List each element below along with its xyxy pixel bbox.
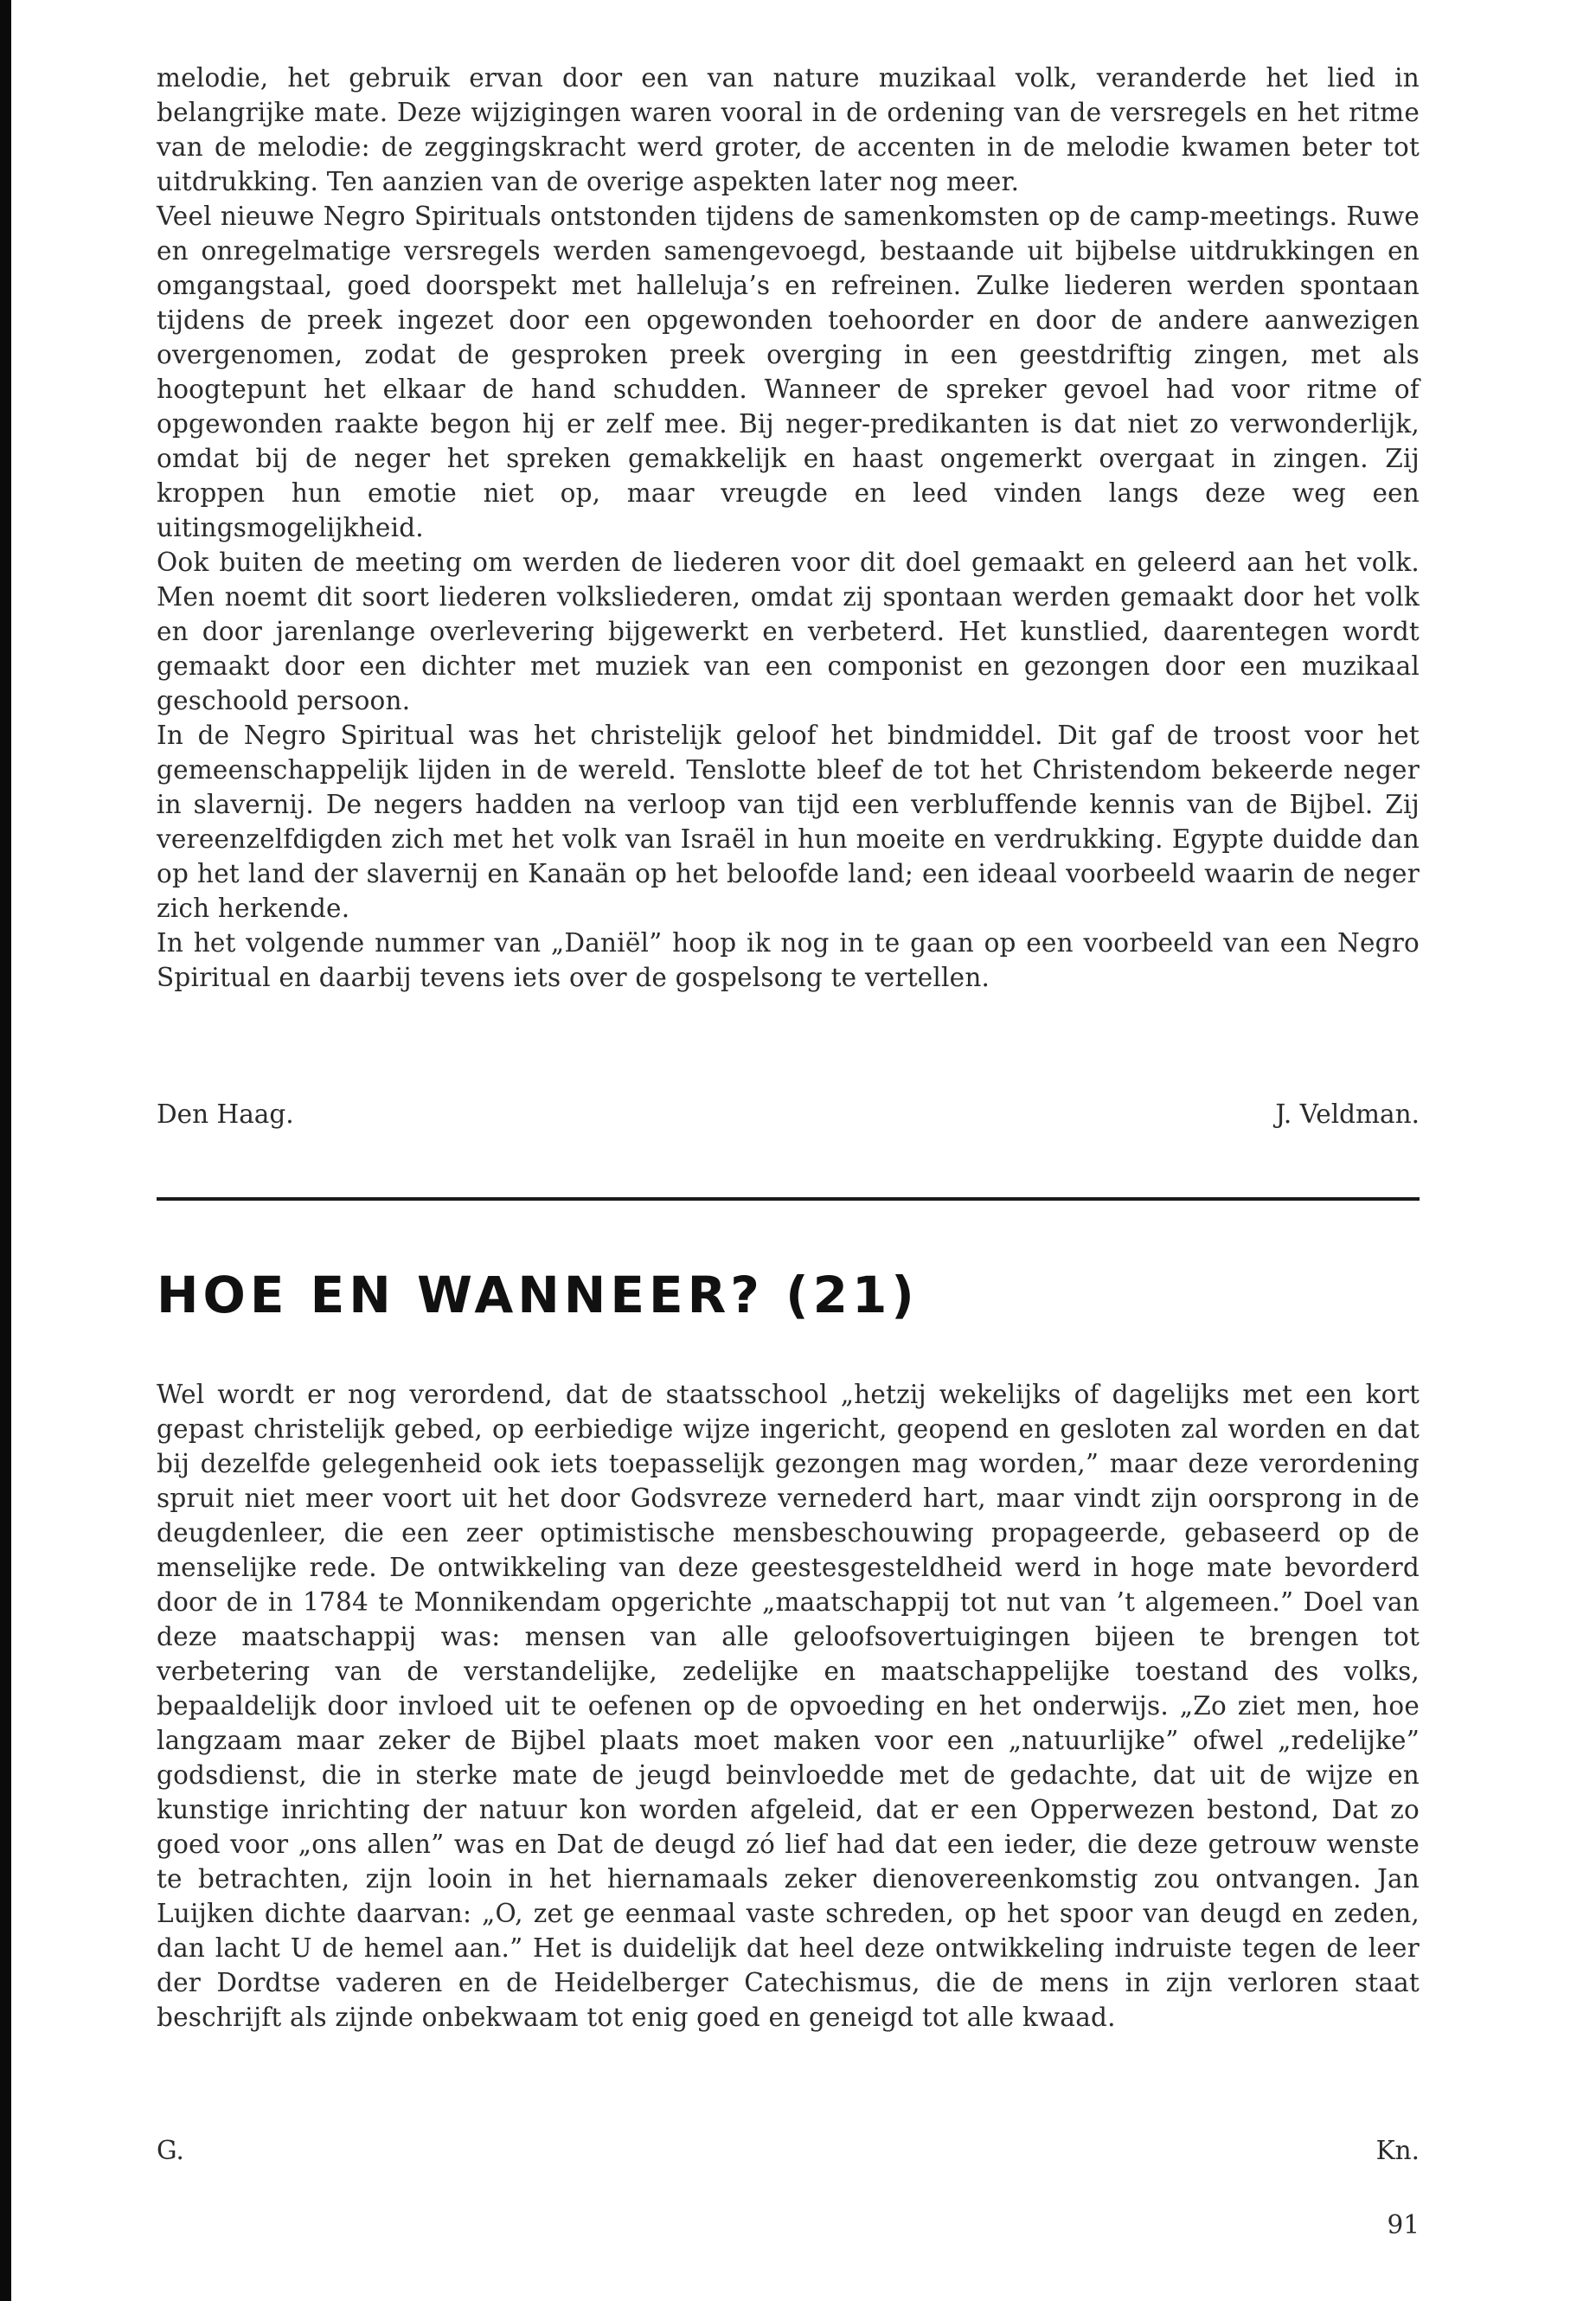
article-hoe-en-wanneer — [157, 1377, 1420, 2035]
article-1-signature — [157, 1097, 1420, 1131]
article-1-author: J. Veldman. — [1275, 1099, 1420, 1129]
article-1-place: Den Haag. — [157, 1099, 294, 1129]
article-2-place: G. — [157, 2136, 184, 2165]
article-1-paragraph-4: In de Negro Spiritual was het christelijk geloof het bindmiddel. Dit gaf de troost voor het gemeenschappelijk lijden in de wereld. Tenslotte bleef de tot het Christendom bekeerde neger in slavernij. De negers hadden na verloop van tijd een verbluffende kennis van de Bijbel. Zij vereenzelfdigden zich met het volk van Israël in hun moeite en verdrukking. Egypte duidde dan op het land der slavernij en Kanaän op het beloofde land; een ideaal voorbeeld waarin de neger zich herkende. — [157, 721, 1420, 923]
article-1-paragraph-1: melodie, het gebruik ervan door een van nature muzikaal volk, veranderde het lied in belangrijke mate. Deze wijzigingen waren vooral in de ordening van de versregels en het ritme van de melodie: de zeggingskracht werd groter, de accenten in de melodie kwamen beter tot uitdrukking. Ten aanzien van de overige aspekten later nog meer. — [157, 63, 1420, 196]
article-2-title: HOE EN WANNEER? (21) — [157, 1266, 919, 1324]
article-2-paragraph-1: Wel wordt er nog verordend, dat de staatsschool „hetzij wekelijks of dagelijks met een kort gepast christelijk gebed, op eerbiedige wijze ingericht, geopend en gesloten zal worden en dat bij dezelfde gelegenheid ook iets toepasselijk gezongen mag worden,” maar deze verordening spruit niet meer voort uit het door Godsvreze vernederd hart, maar vindt zijn oorsprong in de deugdenleer, die een zeer optimistische mensbeschouwing propageerde, gebaseerd op de menselijke rede. De ontwikkeling van deze geestesgesteldheid werd in hoge mate bevorderd door de in 1784 te Monnikendam opgerichte „maatschappij tot nut van ’t algemeen.” Doel van deze maatschappij was: mensen van alle geloofsovertuigingen bijeen te brengen tot verbetering van de verstandelijke, zedelijke en maatschappelijke toestand des volks, bepaaldelijk door invloed uit te oefenen op de opvoeding en het onderwijs. „Zo ziet men, hoe langzaam maar zeker de Bijbel plaats moet maken voor een „natuurlijke” ofwel „redelijke” godsdienst, die in sterke mate de jeugd beinvloedde met de gedachte, dat uit de wijze en kunstige inrichting der natuur kon worden afgeleid, dat er een Opperwezen bestond, Dat zo goed voor „ons allen” was en Dat de deugd zó lief had dat een ieder, die deze getrouw wenste te betrachten, zijn looin in het hiernamaals zeker dienovereenkomstig zou ontvangen. Jan Luijken dichte daarvan: „O, zet ge eenmaal vaste schreden, op het spoor van deugd en zeden, dan lacht U de hemel aan.” Het is duidelijk dat heel deze ontwikkeling indruiste tegen de leer der Dordtse vaderen en de Heidelberger Catechismus, die de mens in zijn verloren staat beschrijft als zijnde onbekwaam tot enig goed en geneigd tot alle kwaad. — [157, 1380, 1420, 2032]
section-divider — [157, 1197, 1420, 1201]
article-1-paragraph-2: Veel nieuwe Negro Spirituals ontstonden tijdens de samenkomsten op de camp-meetings. Ruwe en onregelmatige versregels werden samengevoegd, bestaande uit bijbelse uitdrukkingen en omgangstaal, goed doorspekt met halleluja’s en refreinen. Zulke liederen werden spontaan tijdens de preek ingezet door een opgewonden toehoorder en door de andere aanwezigen overgenomen, zodat de gesproken preek overging in een geestdriftig zingen, met als hoogtepunt het elkaar de hand schudden. Wanneer de spreker gevoel had voor ritme of opgewonden raakte begon hij er zelf mee. Bij neger-predikanten is dat niet zo verwonderlijk, omdat bij de neger het spreken gemakkelijk en haast ongemerkt overgaat in zingen. Zij kroppen hun emotie niet op, maar vreugde en leed vinden langs deze weg een uitingsmogelijkheid. — [157, 202, 1420, 542]
article-1-paragraph-5: In het volgende nummer van „Daniël” hoop ik nog in te gaan op een voorbeeld van een Negro Spiritual en daarbij tevens iets over de gospelsong te vertellen. — [157, 928, 1420, 992]
scan-left-edge-bar — [0, 0, 11, 2301]
page-number: 91 — [1387, 2210, 1420, 2240]
article-negro-spirituals — [157, 61, 1420, 995]
document-page — [157, 0, 1420, 2301]
article-2-author: Kn. — [1375, 2136, 1420, 2165]
article-1-paragraph-3: Ook buiten de meeting om werden de liederen voor dit doel gemaakt en geleerd aan het volk. Men noemt dit soort liederen volksliederen, omdat zij spontaan werden gemaakt door het volk en door jarenlange overlevering bijgewerkt en verbeterd. Het kunstlied, daarentegen wordt gemaakt door een dichter met muziek van een componist en gezongen door een muzikaal geschoold persoon. — [157, 548, 1420, 715]
article-2-signature — [157, 2133, 1420, 2168]
